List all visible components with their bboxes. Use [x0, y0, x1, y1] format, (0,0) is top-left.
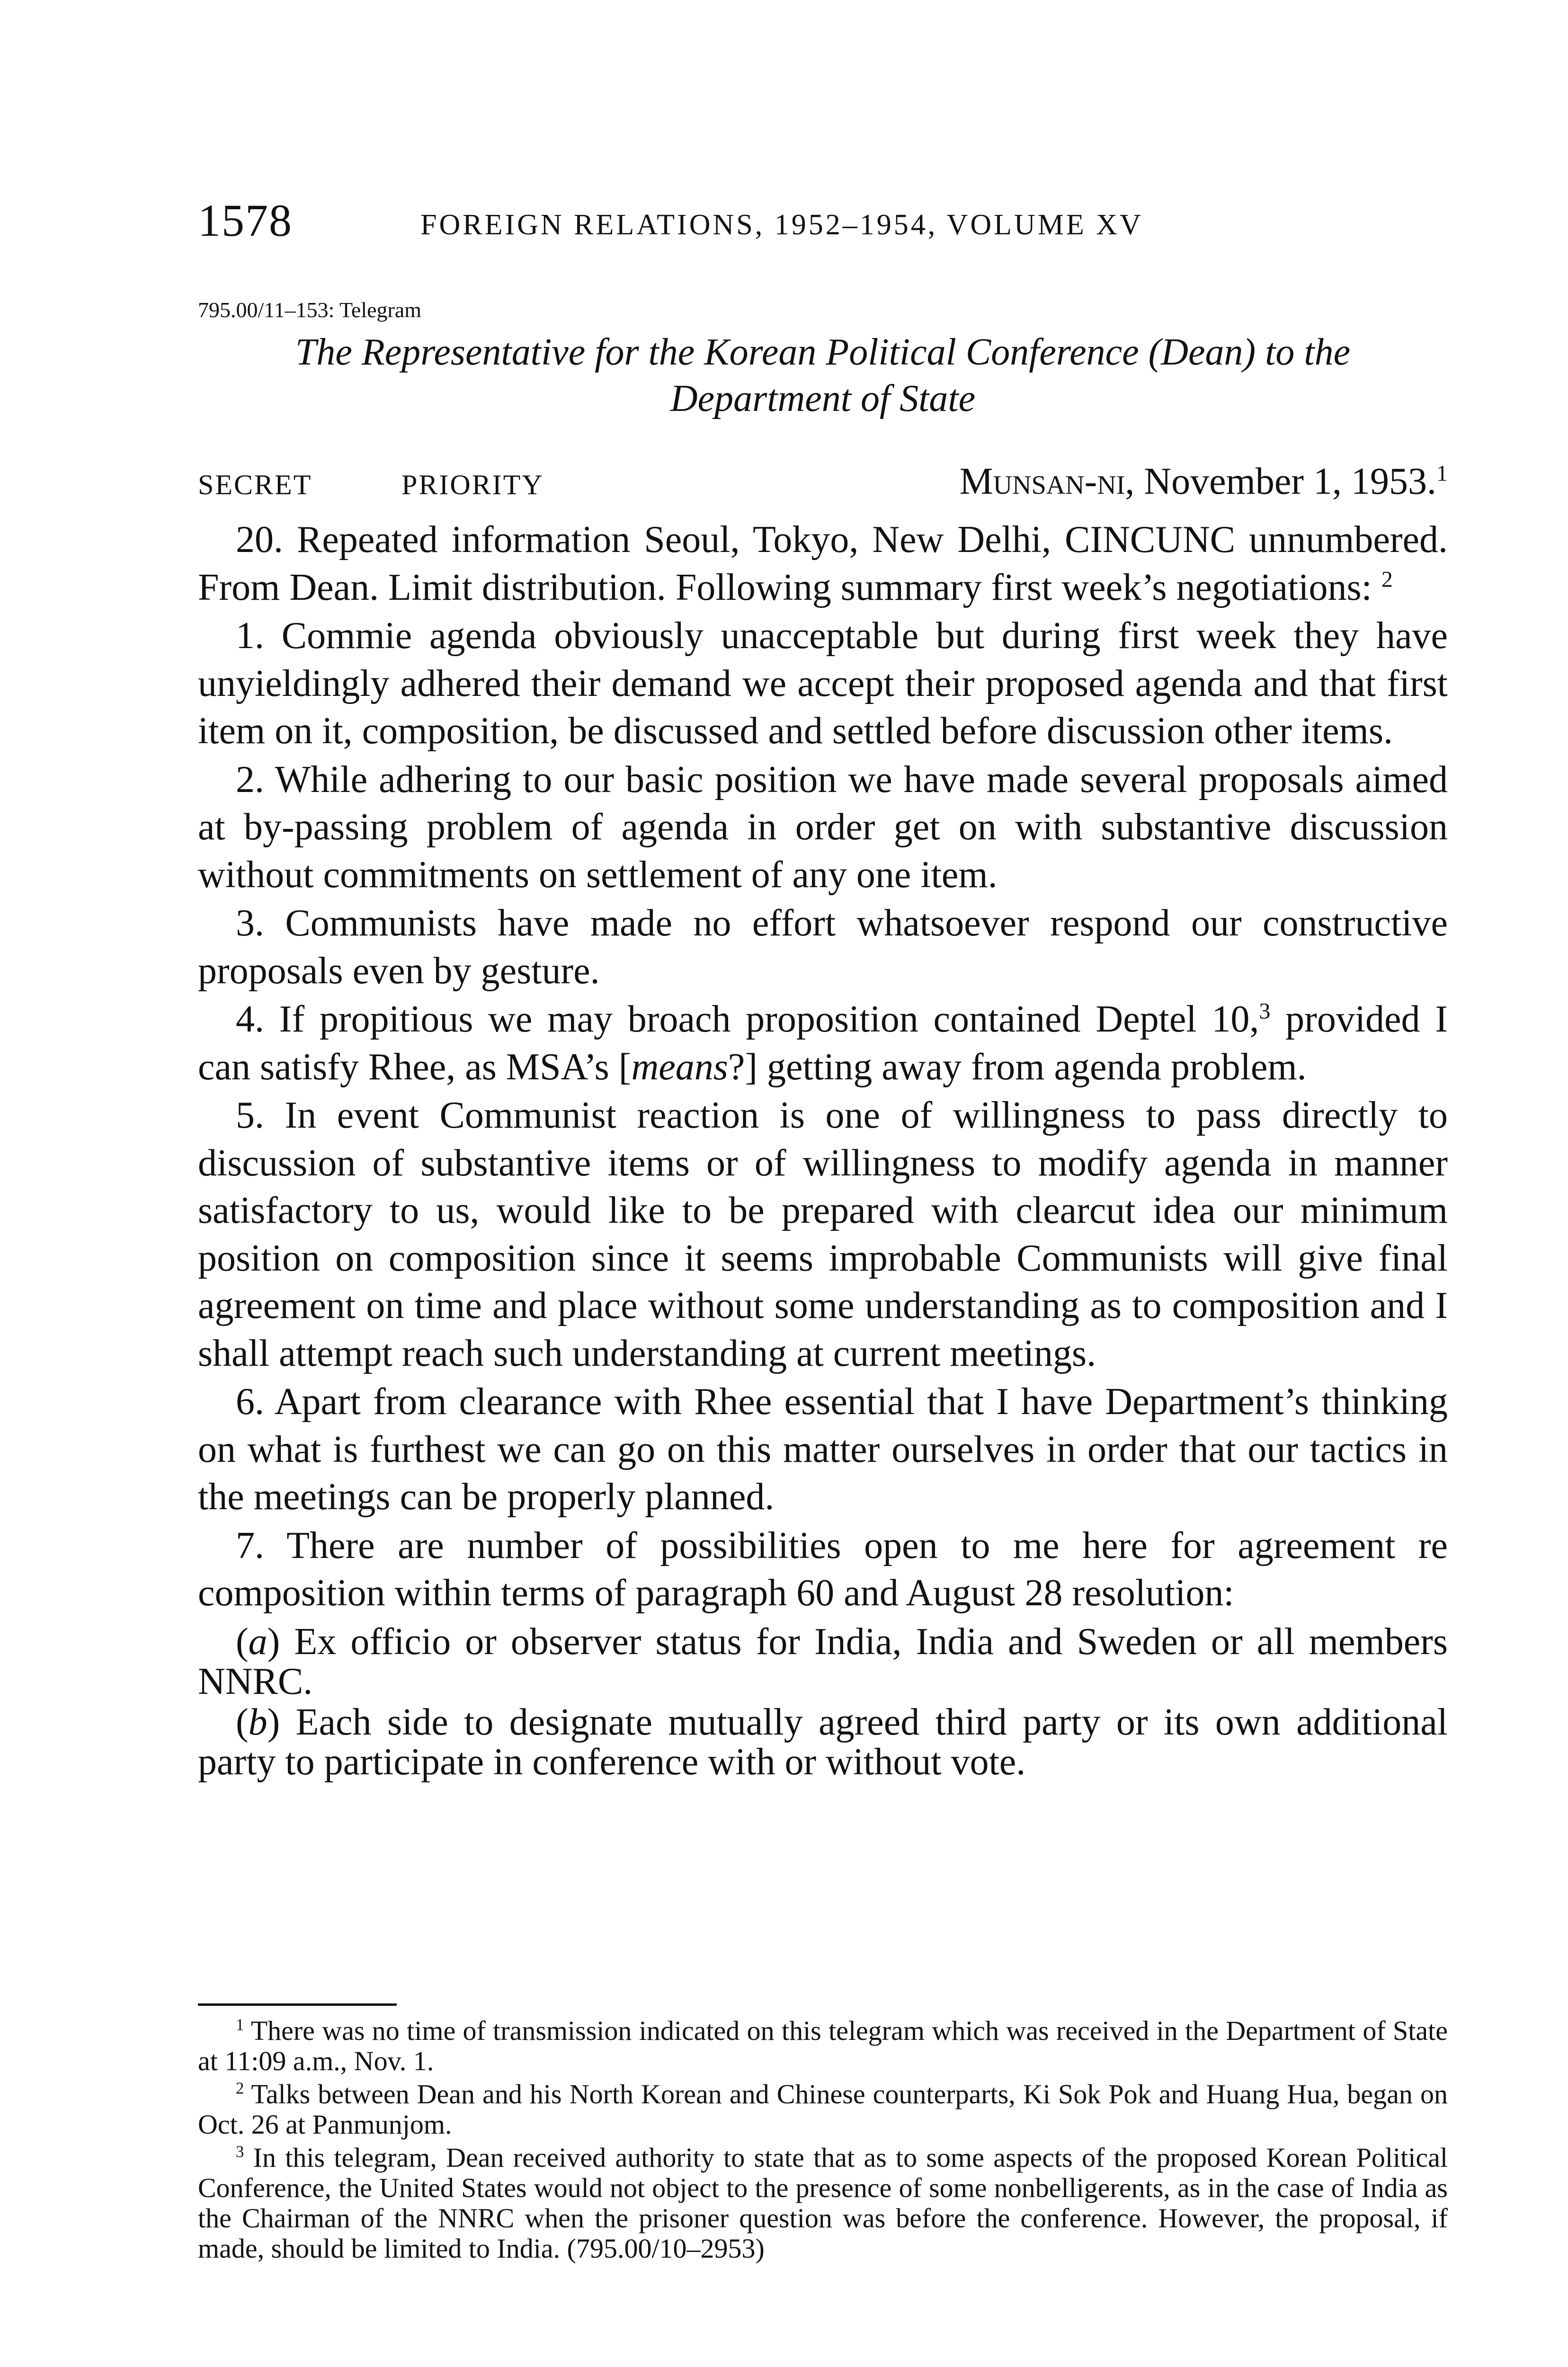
subparagraph-a: (a) Ex officio or observer status for India, India and Sweden or all members NNRC. [198, 1620, 1448, 1702]
footnote-ref-1: 1 [1436, 461, 1448, 486]
paragraph-6: 6. Apart from clearance with Rhee essential that I have Department’s thinking on what is furthest we can go on this matter ourselves in order that our tactics in the meetings can be properly planned. [198, 1381, 1448, 1518]
p4-text-a: 4. If propitious we may broach proposition contained Deptel 10, [236, 998, 1259, 1040]
footnote-2-text: Talks between Dean and his North Korean and Chinese counterparts, Ki Sok Pok and Huang Hua, began on Oct. 26 at Panmunjom. [198, 2079, 1448, 2140]
footnote-3 [198, 2143, 1448, 2264]
place: Munsan-ni [959, 461, 1125, 502]
running-head [198, 194, 1448, 247]
paragraph-4 [198, 996, 1448, 1091]
p4-text-b: provided I can satisfy Rhee, as MSA’s [ [198, 998, 1448, 1088]
footnote-2-marker: 2 [236, 2079, 244, 2098]
paragraph-1: 1. Commie agenda obviously unacceptable but during first week they have unyieldingly adhered their demand we accept their proposed agenda and that first item on it, composition, be discussed and settled before discussion other items. [198, 615, 1448, 752]
running-title: FOREIGN RELATIONS, 1952–1954, VOLUME XV [420, 209, 1143, 241]
footnote-2 [198, 2079, 1448, 2140]
telegram-body [198, 516, 1448, 1783]
footnote-3-marker: 3 [236, 2142, 244, 2161]
document-title [198, 329, 1448, 422]
paragraph-5: 5. In event Communist reaction is one of willingness to pass directly to discussion of substantive items or of willingness to modify agenda in manner satisfactory to us, would like to be prepared with clearcut idea our minimum position on composition since it seems improbable Communists will give final agreement on time and place without some understanding as to composition and I shall attempt reach such understanding at current meetings. [198, 1095, 1448, 1374]
place-date [960, 460, 1448, 503]
footnote-3-text: In this telegram, Dean received authority to state that as to some aspects of the proposed Korean Political Conference, the United States would not object to the presence of some nonbelligerents, as in the case of India as the Chairman of the NNRC when the prisoner question was before the conference. However, the proposal, if made, should be limited to India. (795.00/10–2953) [198, 2142, 1448, 2264]
subparagraph-b: (b) Each side to designate mutually agreed third party or its own additional party to participate in conference with or without vote. [198, 1701, 1448, 1783]
intro-text: 20. Repeated information Seoul, Tokyo, New Delhi, CINCUNC unnumbered. From Dean. Limit distribution. Following summary first week’s negotiations: [198, 519, 1448, 608]
p4-italic: means [631, 1046, 728, 1088]
document-title-line-1: The Representative for the Korean Political Conference (Dean) to the [295, 331, 1351, 373]
footnote-1 [198, 2016, 1448, 2076]
document-title-line-2: Department of State [670, 378, 976, 419]
paragraph-7: 7. There are number of possibilities open to me here for agreement re composition within terms of paragraph 60 and August 28 resolution: [198, 1524, 1448, 1614]
precedence: PRIORITY [401, 469, 544, 500]
date: , November 1, 1953. [1125, 461, 1436, 502]
subparagraph-b-text: Each side to designate mutually agreed third party or its own additional party to participate in conference with or without vote. [198, 1701, 1448, 1783]
page-number: 1578 [198, 195, 293, 246]
subparagraph-b-label: b [248, 1701, 267, 1743]
paragraph-2: 2. While adhering to our basic position we have made several proposals aimed at by-passing problem of agenda in order get on with substantive discussion without commitments on settlement of any one item. [198, 758, 1448, 896]
telegram-header [198, 460, 1448, 507]
p4-text-c: ?] getting away from agenda problem. [728, 1046, 1307, 1088]
footnote-ref-2: 2 [1381, 566, 1393, 592]
footnote-divider [198, 2003, 397, 2006]
paragraph-3: 3. Communists have made no effort whatsoever respond our constructive proposals even by gesture. [198, 902, 1448, 992]
footnote-ref-3: 3 [1259, 998, 1271, 1024]
file-number: 795.00/11–153: Telegram [198, 298, 422, 322]
classification: SECRET [198, 469, 312, 500]
footnote-1-marker: 1 [236, 2015, 244, 2034]
subparagraph-a-text: Ex officio or observer status for India, India and Sweden or all members NNRC. [198, 1620, 1448, 1702]
footnote-1-text: There was no time of transmission indicated on this telegram which was received in the Department of State at 11:09 a.m., Nov. 1. [198, 2015, 1448, 2076]
footnotes [198, 2016, 1448, 2267]
paragraph-intro [198, 516, 1448, 611]
subparagraph-a-label: a [248, 1620, 267, 1663]
